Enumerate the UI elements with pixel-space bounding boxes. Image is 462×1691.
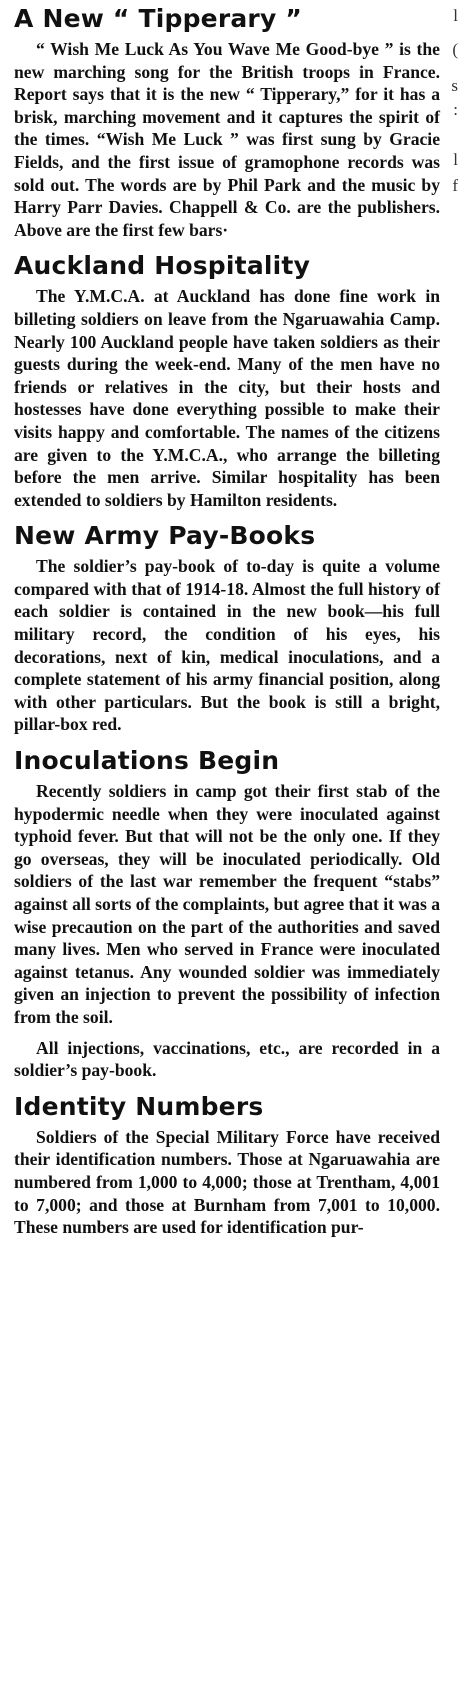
article-auckland-hospitality — [14, 251, 440, 511]
edge-fragment: : — [453, 100, 458, 119]
article-paragraph: The Y.M.C.A. at Auckland has done fine work in billeting soldiers on leave from the Ngaruawahia Camp. Nearly 100 Auckland people have taken soldiers as their guests during the week-end. Many of the men have no friends or relatives in the city, but their hosts and hostesses have done everything possible to make their visits happy and comfortable. The names of the citizens are given to the Y.M.C.A., who arrange the billeting before the men arrive. Similar hospitality has been extended to soldiers by Hamilton residents. — [14, 286, 440, 510]
article-heading: Identity Numbers — [14, 1091, 264, 1121]
article-heading: New Army Pay-Books — [14, 521, 316, 551]
article-tipperary — [14, 4, 440, 241]
article-heading: Inoculations Begin — [14, 746, 280, 776]
edge-fragment: s — [451, 76, 458, 95]
article-paragraph: Soldiers of the Special Military Force have received their identification numbers. Those at Ngaruawahia are numbered from 1,000 to 4,000; those at Trentham, 4,001 to 7,000; and those at Burnham from 7,001 to 10,000. These numbers are used for identification pur- — [14, 1126, 440, 1238]
article-paragraph: All injections, vaccinations, etc., are recorded in a soldier’s pay-book. — [14, 1037, 440, 1081]
article-heading: A New “ Tipperary ” — [14, 4, 302, 33]
edge-fragment: ( — [452, 40, 458, 59]
edge-fragment: l — [453, 6, 458, 25]
article-identity-numbers — [14, 1092, 440, 1239]
article-inoculations-begin — [14, 746, 440, 1082]
edge-fragment: f — [452, 176, 458, 195]
article-army-pay-books — [14, 521, 440, 736]
article-paragraph: Recently soldiers in camp got their first stab of the hypodermic needle when they were inoculated against typhoid fever. But that will not be the only one. If they go overseas, they will be inoculated periodically. Old soldiers of the last war remember the frequent “stabs” against all sorts of the complaints, but agree that it was a wise precaution on the part of the authorities and saved many lives. Men who served in France were inoculated against tetanus. Any wounded soldier was immediately given an injection to prevent the possibility of infection from the soil. — [14, 781, 440, 1027]
article-paragraph: “ Wish Me Luck As You Wave Me Good-bye ” is the new marching song for the British troops in France. Report says that it is the new “ Tipperary,” for it has a brisk, marching movement and it captures the spirit of the times. “Wish Me Luck ” was first sung by Gracie Fields, and the first issue of gramophone records was sold out. The words are by Phil Park and the music by Harry Parr Davies. Chappell & Co. are the publishers. Above are the first few bars· — [14, 39, 440, 240]
article-paragraph: The soldier’s pay-book of to-day is quite a volume compared with that of 1914-18. Almost the full history of each soldier is contained in the new book—his full military record, the condition of his eyes, his decorations, next of kin, medical inoculations, and a complete statement of his army financial position, along with other particulars. But the book is still a bright, pillar-box red. — [14, 556, 440, 735]
adjacent-column-edge — [448, 0, 462, 1691]
article-heading: Auckland Hospitality — [14, 251, 311, 281]
edge-fragment: l — [453, 150, 458, 169]
